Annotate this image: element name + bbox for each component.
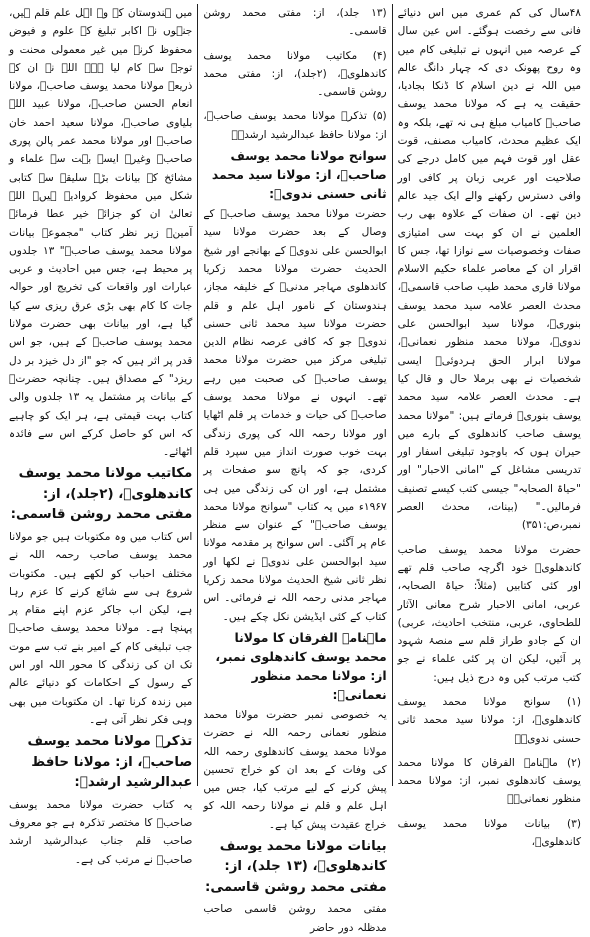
paragraph: اس کتاب میں وہ مکتوبات ہیں جو مولانا محمد یوسف صاحب رحمہ اللہ نے مختلف احباب کو لکھے ہیں۔ مکتوبات شروع ہی سے شائع کرنے کا عزم رہا ہے، لیکن اب جاکر عزم اپنے مقام پر پہنچا ہے۔ مولانا محمد یوسف صاحبؒ جب تبلیغی کام کے امیر بنے تب سے موت تک ان کی زندگی کا محور اللہ اور اس کے رسول کے احکامات کو دنیائے عالم میں زندہ کرنا تھا۔ ان مکتوبات میں بھی وہی فکر نظر آتی ہے۔: [9, 530, 193, 726]
paragraph: (۴) مکاتیب مولانا محمد یوسف کاندھلویؒ، (۲جلد)، از: مفتی محمد روشن قاسمی۔: [203, 49, 387, 99]
paragraph: یہ کتاب حضرت مولانا محمد یوسف صاحبؒ کا مختصر تذکرہ ہے جو معروف صاحب قلم جناب عبدالرشید ارشد صاحبؒ نے مرتب کی ہے۔: [9, 798, 193, 866]
section-heading: ماہنامہ الفرقان کا مولانا محمد یوسف کاندھلوی نمبر، از: مولانا محمد منظور نعمانیؒ:: [215, 629, 387, 702]
paragraph: ۴۸سال کی کم عمری میں اس دنیائے فانی سے رخصت ہوگئے۔ اس عین سال کے عرصہ میں انہوں نے تبلیغی کام میں وہ روح پھونک دی کہ چہار دانگ عالم میں اللہ نے دین اسلام کا ڈنکا بجادیا، حقیقت یہ ہے کہ مولانا محمد یوسف صاحبؒ کامیاب مبلغ ہی نہ تھے، بلکہ وہ ایک عظیم محدث، کامیاب مصنف، قوت عقل اور قوت فہم میں کامل درجے کی صلاحیت اور عربی زبان پر کافی اور وافی دسترس رکھنے والے ایک جید عالم دین تھے۔ ان صفات کے علاوہ بھی رب العلمین نے ان کو بہت سی امتیازی صفات وخصوصیات سے نوازا تھا، جس کا اقرار ان کے معاصر علماء حکیم الاسلام مولانا قاری محمد طیب صاحب قاسمیؒ، محدث العصر علامہ سید محمد یوسف بنوریؒ، مولانا سید ابوالحسن علی ندویؒ، مولانا محمد منظور نعمانیؒ، مولانا ابرار الحق ہردوئیؒ ایسی شخصیات نے بھی برملا حال و قال کیا ہے۔ محدث العصر علامہ سید محمد یوسف بنوریؒ فرماتے ہیں: "مولانا محمد یوسف صاحب کاندھلوی کے بارے میں حیران ہوں کہ باوجود تبلیغی اسفار اور تدریسی مشاغل کے "امانی الاحبار" اور "حیاۃ الصحابہ" جیسی کتب کیسے تصنیف فرمالیں۔" (بینات، محدث العصر نمبر،ص:۳۵۱): [397, 7, 581, 532]
paragraph: حضرت مولانا محمد یوسف صاحب کاندھلویؒ خود اگرچہ صاحب قلم تھے اور کئی کتابیں (مثلاً: حیاۃ الصحابہ، عربی، امانی الاحبار شرح معانی الآثار للطحاوی، عربی، منتخب احادیث، عربی) ان کے جادو طراز قلم سے منصۂ شہود پر آئیں، لیکن ان پر کئی علماء نے جو کتب مرتب کیں وہ درج ذیل ہیں:: [397, 543, 581, 684]
section-heading: تذکرہ مولانا محمد یوسف صاحبؒ، از: مولانا حافظ عبدالرشید ارشدؒ:: [27, 734, 193, 791]
column-left: [4, 4, 198, 866]
column-middle: [198, 4, 392, 934]
paragraph: مفتی محمد روشن قاسمی صاحب مدظلہ دور حاضر: [203, 903, 387, 934]
paragraph: (۲) ماہنامہ الفرقان کا مولانا محمد یوسف کاندھلوی نمبر، از: مولانا محمد منظور نعمانیؒ۔: [397, 756, 581, 806]
paragraph: میں ہندوستان کے وہ اہل علم قلم ہیں، جنہوں نے اکابر تبلیغ کے علوم و فیوض محفوظ کرنے میں غیر معمولی محنت و توجہ سے کام لیا ہے۔ اللہ نے ان کے ذریعے مولانا محمد یوسف صاحبؒ، مولانا انعام الحسن صاحبؒ، مولانا عبید اللہ بلیاوی صاحبؒ، مولانا سعید احمد خان صاحبؒ اور مولانا محمد عمر پالن پوری صاحبؒ وغیرہ ایسے بہت سے علماء و مشائخ کے بیانات بڑے سلیقے سے کتابی شکل میں محفوظ کروادیے ہیں۔ اللہ تعالیٰ ان کو جزائے خیر عطا فرمائے آمین۔ زیر نظر کتاب "مجموعہ بیانات مولانا محمد یوسف صاحبؒ" ۱۳ جلدوں پر محیط ہے، جس میں احادیث و عربی عبارات اور واقعات کی تخریج اور حوالہ جات کا کام بھی بڑی عرق ریزی سے کیا گیا ہے، اور بیانات بھی حضرت مولانا محمد یوسف صاحبؒ کے ہیں، جو اس قدر پر اثر ہیں کہ جو "از دل خیزد بر دل ریزد" کے مصداق ہیں۔ چنانچہ حضرتؒ کے بیانات پر مشتمل یہ ۱۳ جلدوں والی کتاب بہت قیمتی ہے، ہر ایک کو چاہیے کہ اس کو حاصل کرکے اس سے فائدہ اٹھائے۔: [9, 7, 193, 459]
paragraph: (۱) سوانح مولانا محمد یوسف کاندھلویؒ، از: مولانا سید محمد ثانی حسنی ندویؒ۔: [397, 695, 581, 745]
paragraph: (۱۳ جلد)، از: مفتی محمد روشن قاسمی۔: [203, 7, 387, 38]
paragraph: یہ خصوصی نمبر حضرت مولانا محمد منظور نعمانی رحمہ اللہ نے حضرت مولانا محمد یوسف کاندھلوی رحمہ اللہ کی وفات کے بعد ان کو خراج تحسین پیش کرنے کے لیے مرتب کیا، جس میں اہل علم و قلم نے مولانا رحمہ اللہ کو خراج عقیدت پیش کیا ہے۔: [203, 708, 387, 831]
paragraph: (۳) بیانات مولانا محمد یوسف کاندھلویؒ،: [397, 817, 581, 849]
paragraph: حضرت مولانا محمد یوسف صاحبؒ کے وصال کے بعد حضرت مولانا سید ابوالحسن علی ندویؒ کے بھانجے اور شیخ الحدیث حضرت مولانا محمد زکریا کاندھلوی مہاجر مدنیؒ کے خلیفہ مجاز، ہندوستان کے نامور اہل علم و قلم حضرت مولانا سید محمد ثانی حسنی ندویؒ جو کہ کافی عرصہ نظام الدین تبلیغی مرکز میں حضرت مولانا محمد یوسف صاحبؒ کی صحبت میں رہے تھے۔ انہوں نے مولانا محمد یوسف صاحبؒ کی حیات و خدمات پر قلم اٹھایا اور مولانا رحمہ اللہ کی پوری زندگی بہت خوب صورت انداز میں سپرد قلم کردی، جو کہ پانچ سو صفحات پر مشتمل ہے، اور ان کی زندگی میں ہی ۱۹۶۷ء میں یہ کتاب "سوانح مولانا محمد یوسف صاحبؒ" کے عنوان سے منظر عام پر آگئی۔ اس سوانح پر مقدمہ مولانا سید ابوالحسن علی ندویؒ نے لکھا اور نظر ثانی شیخ الحدیث مولانا محمد زکریا مہاجر مدنی رحمہ اللہ نے فرمائی۔ اس کتاب کے کئی ایڈیشن نکل چکے ہیں۔: [203, 208, 387, 623]
section-heading: سوانح مولانا محمد یوسف صاحبؒ، از: مولانا سید محمد ثانی حسنی ندویؒ:: [211, 148, 387, 202]
column-right: [393, 4, 586, 849]
section-heading: بیانات مولانا محمد یوسف کاندھلویؒ، (۱۳ جلد)، از: مفتی محمد روشن قاسمی:: [204, 838, 387, 895]
section-heading: مکاتیب مولانا محمد یوسف کاندھلویؒ، (۲جلد)، از: مفتی محمد روشن قاسمی:: [10, 466, 193, 523]
paragraph: (۵) تذکرہ مولانا محمد یوسف صاحبؒ، از: مولانا حافظ عبدالرشید ارشدؒ۔: [203, 110, 387, 141]
